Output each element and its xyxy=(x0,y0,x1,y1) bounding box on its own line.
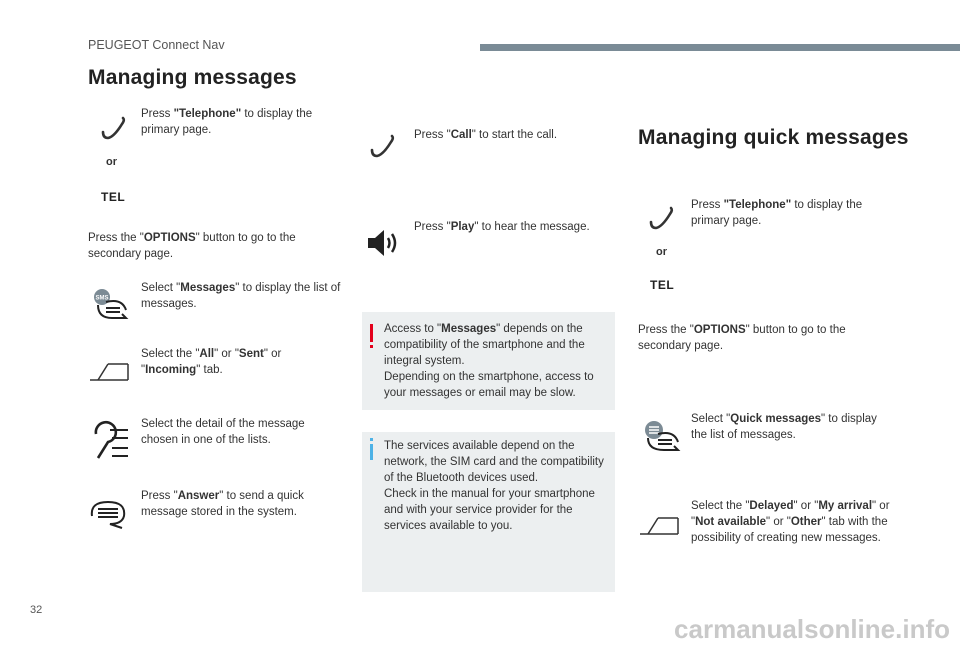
step-select-messages: Select "Messages" to display the list of messages. xyxy=(141,282,341,310)
step-select-tab: Select the "All" or "Sent" or "Incoming" tab. xyxy=(141,348,282,376)
message-detail-icon xyxy=(92,420,130,462)
section-title-managing-messages: Managing messages xyxy=(88,66,297,89)
or-label-right: or xyxy=(656,246,667,258)
step-select-quick-messages: Select "Quick messages" to display the list of messages. xyxy=(691,413,877,441)
phone-icon-right xyxy=(648,206,676,238)
step-telephone-right: Press "Telephone" to display the primary page. xyxy=(691,199,863,227)
warning-text: Access to "Messages" depends on the compatibility of the smartphone and the integral system. Depending on the smartphone, access to your messages or email may be slow. xyxy=(384,323,594,399)
sms-messages-icon xyxy=(90,288,130,322)
info-i-icon xyxy=(370,444,373,460)
answer-message-icon xyxy=(88,498,128,530)
watermark: carmanualsonline.info xyxy=(674,614,950,644)
tel-button-label-right: TEL xyxy=(650,278,675,292)
info-i-dot xyxy=(370,438,373,441)
tel-button-label: TEL xyxy=(101,190,126,204)
info-note xyxy=(362,432,615,592)
step-options: Press the "OPTIONS" button to go to the secondary page. xyxy=(88,232,296,260)
step-play: Press "Play" to hear the message. xyxy=(414,221,590,233)
info-text: The services available depend on the network, the SIM card and the compatibility of the Bluetooth devices used. Check in the manual for your smartphone and with your service provider for the services available to you. xyxy=(384,440,604,532)
speaker-icon xyxy=(366,228,402,258)
section-title-managing-quick-messages: Managing quick messages xyxy=(638,126,909,149)
tab-slash-icon xyxy=(88,362,132,382)
step-call: Press "Call" to start the call. xyxy=(414,129,558,141)
warning-exclamation-dot xyxy=(370,345,373,348)
call-phone-icon xyxy=(369,134,397,166)
phone-icon xyxy=(100,116,128,148)
warning-note xyxy=(362,312,615,410)
step-options-right: Press the "OPTIONS" button to go to the secondary page. xyxy=(638,324,846,352)
tab-slash-icon-right xyxy=(638,516,682,536)
step-answer: Press "Answer" to send a quick message stored in the system. xyxy=(141,490,304,518)
quick-messages-icon xyxy=(640,420,682,454)
svg-text:SMS: SMS xyxy=(95,295,109,302)
warning-exclamation-icon xyxy=(370,324,373,342)
step-select-tab-right: Select the "Delayed" or "My arrival" or "Not available" or "Other" tab with the possibility of creating new messages. xyxy=(691,500,890,544)
step-telephone: Press "Telephone" to display the primary page. xyxy=(141,108,313,136)
header-rule xyxy=(480,44,960,51)
or-label: or xyxy=(106,156,117,168)
page-number: 32 xyxy=(30,604,43,616)
step-select-detail: Select the detail of the message chosen in one of the lists. xyxy=(141,418,305,446)
header-brand: PEUGEOT Connect Nav xyxy=(88,38,225,52)
